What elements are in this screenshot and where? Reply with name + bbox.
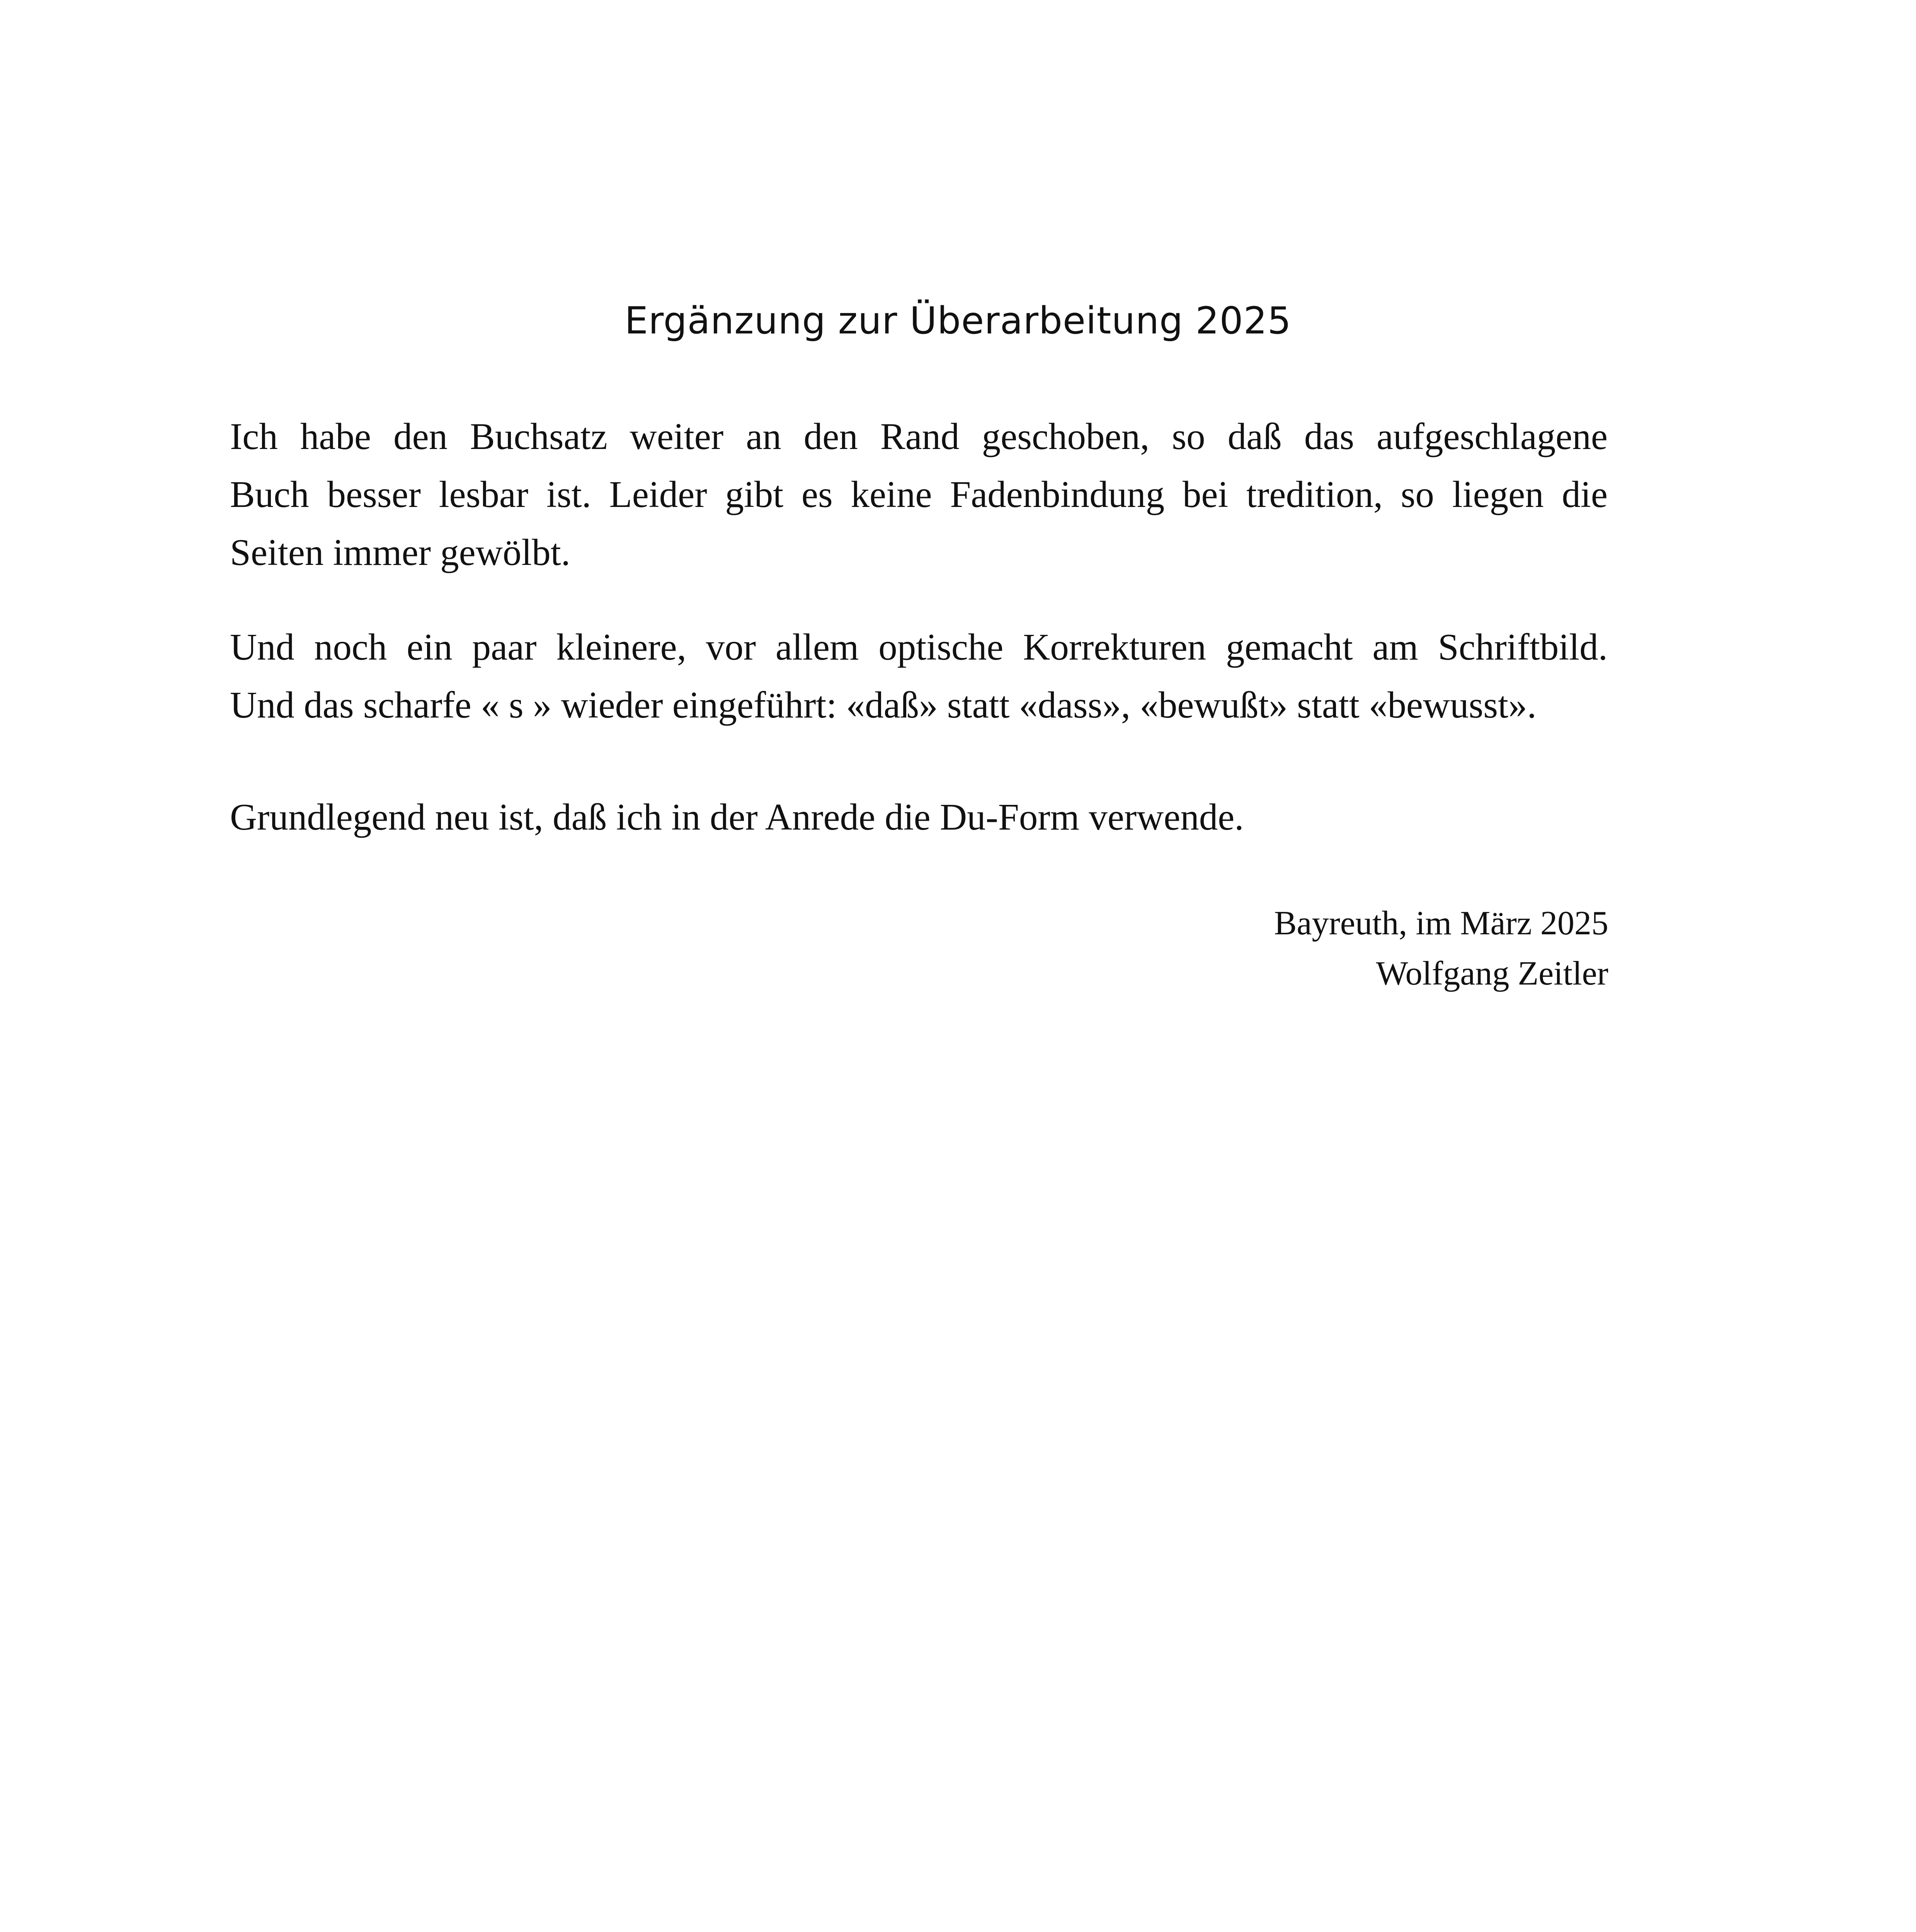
paragraph-buchsatz [230, 408, 1608, 582]
signature-author: Wolfgang Zeitler [1376, 955, 1608, 992]
paragraph-1-line-3: Seiten immer gewölbt. [230, 532, 570, 573]
paragraph-1-line-2: Buch besser lesbar ist. Leider gibt es keine Fadenbindung bei tredition, so liegen die [230, 474, 1608, 515]
paragraph-3-line-1: Grundlegend neu ist, daß ich in der Anrede die Du-Form verwende. [230, 796, 1244, 838]
paragraph-1-line-1: Ich habe den Buchsatz weiter an den Rand geschoben, so daß das aufgeschlagene [230, 416, 1608, 457]
page-title: Ergänzung zur Überarbeitung 2025 [624, 299, 1292, 342]
signature-place-date: Bayreuth, im März 2025 [1274, 905, 1608, 942]
paragraph-2-line-2: Und das scharfe « s » wieder eingeführt: «daß» statt «dass», «bewußt» statt «bewusst». [230, 684, 1537, 726]
paragraph-2-line-1: Und noch ein paar kleinere, vor allem optische Korrekturen gemacht am Schriftbild. [230, 626, 1608, 668]
signature-block [1005, 898, 1608, 999]
paragraph-korrekturen [230, 618, 1608, 734]
paragraph-du-form [230, 788, 1608, 846]
